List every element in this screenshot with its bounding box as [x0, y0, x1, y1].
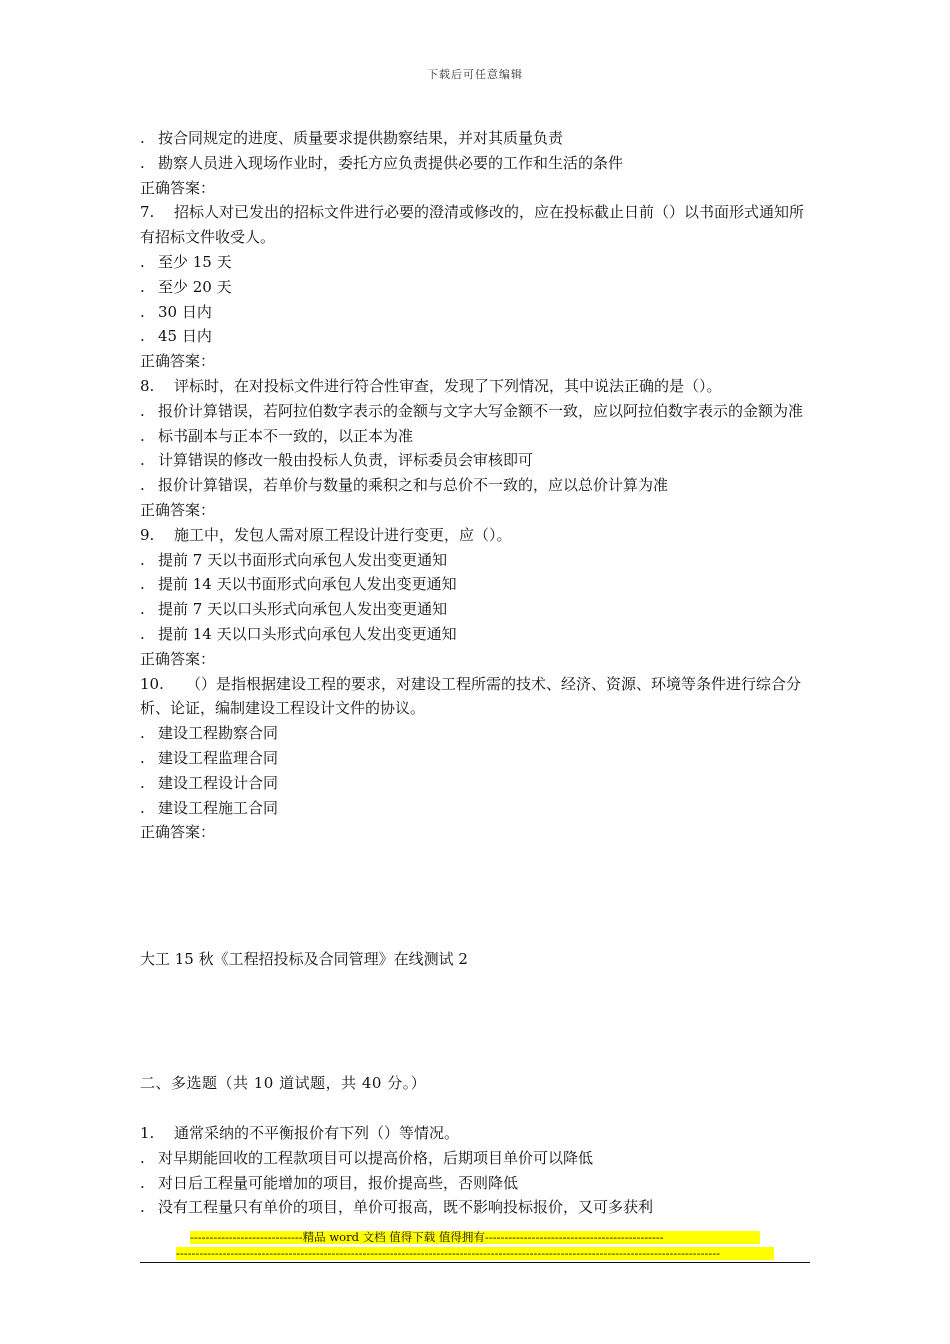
answer-option	[140, 771, 812, 796]
footer-dashes: --------------------------------------------------------------------------------------------------------------------------------------------	[176, 1247, 774, 1260]
answer-option	[140, 473, 812, 498]
option-bullet: .	[140, 1148, 145, 1167]
option-bullet: .	[140, 451, 145, 470]
option-text: 提前 7 天以书面形式向承包人发出变更通知	[158, 550, 448, 569]
option-bullet: .	[140, 798, 145, 817]
option-bullet: .	[140, 476, 145, 495]
question-text: 招标人对已发出的招标文件进行必要的澄清或修改的，应在投标截止日前（）以书面形式通知所有招标文件收受人。	[140, 203, 805, 247]
option-text: 建设工程施工合同	[158, 798, 279, 817]
option-bullet: .	[140, 129, 145, 147]
section-title: 大工 15 秋《工程招投标及合同管理》在线测试 2	[140, 950, 468, 968]
answer-label: 正确答案：	[140, 823, 216, 842]
footer-banner: -----------------------------精品 word 文档 值得下载 值得拥有----------------------------------------------	[190, 1231, 760, 1244]
answer-label: 正确答案：	[140, 352, 216, 371]
option-text: 建设工程勘察合同	[158, 724, 279, 743]
question-text: 通常采纳的不平衡报价有下列（）等情况。	[174, 1124, 460, 1142]
answer-option	[140, 424, 812, 449]
option-text: 45 日内	[158, 327, 212, 346]
option-bullet: .	[140, 600, 145, 619]
multiple-choice-heading: 二、多选题（共 10 道试题，共 40 分。）	[140, 1074, 427, 1092]
option-bullet: .	[140, 748, 145, 767]
question-number: 9.	[140, 525, 155, 544]
option-bullet: .	[140, 277, 145, 296]
option-text: 对早期能回收的工程款项目可以提高价格，后期项目单价可以降低	[158, 1148, 594, 1167]
option-bullet: .	[140, 724, 145, 743]
answer-option	[140, 548, 812, 573]
answer-option	[140, 250, 812, 275]
option-text: 提前 14 天以口头形式向承包人发出变更通知	[158, 624, 457, 643]
question-number: 7.	[140, 203, 155, 222]
answer-option	[140, 126, 812, 151]
option-bullet: .	[140, 327, 145, 346]
answer-option	[140, 597, 812, 622]
question-stem	[140, 523, 812, 548]
option-bullet: .	[140, 773, 145, 792]
question-block-multiple-choice	[140, 1121, 812, 1220]
answer-label: 正确答案：	[140, 500, 216, 519]
option-text: 30 日内	[158, 302, 212, 321]
question-text: 施工中，发包人需对原工程设计进行变更，应（）。	[174, 525, 512, 544]
option-bullet: .	[140, 624, 145, 643]
option-bullet: .	[140, 302, 145, 321]
option-bullet: .	[140, 401, 145, 420]
answer-option	[140, 1171, 812, 1196]
option-bullet: .	[140, 426, 145, 445]
answer-option	[140, 721, 812, 746]
option-bullet: .	[140, 550, 145, 569]
question-text: （）是指根据建设工程的要求，对建设工程所需的技术、经济、资源、环境等条件进行综合分析、论证，编制建设工程设计文件的协议。	[140, 674, 802, 718]
option-text: 标书副本与正本不一致的，以正本为准	[158, 426, 414, 445]
option-text: 对日后工程量可能增加的项目，报价提高些，否则降低	[158, 1173, 519, 1192]
question-stem	[140, 1121, 812, 1146]
option-text: 至少 20 天	[158, 277, 232, 296]
option-text: 按合同规定的进度、质量要求提供勘察结果，并对其质量负责	[158, 129, 564, 147]
option-text: 计算错误的修改一般由投标人负责，评标委员会审核即可	[158, 451, 534, 470]
option-text: 没有工程量只有单价的项目，单价可报高，既不影响投标报价，又可多获利	[158, 1198, 654, 1217]
option-bullet: .	[140, 153, 145, 172]
answer-option	[140, 448, 812, 473]
question-text: 评标时，在对投标文件进行符合性审查，发现了下列情况，其中说法正确的是（）。	[174, 376, 722, 395]
option-text: 报价计算错误，若单价与数量的乘积之和与总价不一致的，应以总价计算为准	[158, 476, 669, 495]
answer-label: 正确答案：	[140, 178, 216, 197]
option-text: 报价计算错误，若阿拉伯数字表示的金额与文字大写金额不一致，应以阿拉伯数字表示的金额为准	[158, 401, 804, 420]
question-stem	[140, 200, 812, 250]
option-bullet: .	[140, 252, 145, 271]
footer-rule	[140, 1262, 810, 1263]
option-bullet: .	[140, 1173, 145, 1192]
answer-label: 正确答案：	[140, 649, 216, 668]
option-text: 提前 14 天以书面形式向承包人发出变更通知	[158, 575, 457, 594]
option-bullet: .	[140, 1198, 145, 1217]
answer-option	[140, 399, 812, 424]
answer-option	[140, 1146, 812, 1171]
option-text: 提前 7 天以口头形式向承包人发出变更通知	[158, 600, 448, 619]
answer-option	[140, 572, 812, 597]
question-block-single-choice	[140, 126, 812, 845]
option-text: 建设工程监理合同	[158, 748, 279, 767]
answer-option	[140, 275, 812, 300]
option-text: 建设工程设计合同	[158, 773, 279, 792]
question-number: 1.	[140, 1124, 155, 1142]
answer-option	[140, 324, 812, 349]
question-stem	[140, 672, 812, 722]
option-text: 勘察人员进入现场作业时，委托方应负责提供必要的工作和生活的条件	[158, 153, 624, 172]
page-header: 下载后可任意编辑	[427, 68, 523, 81]
answer-option	[140, 746, 812, 771]
answer-option	[140, 151, 812, 176]
answer-option	[140, 1195, 812, 1220]
answer-option	[140, 300, 812, 325]
question-number: 8.	[140, 376, 155, 395]
question-stem	[140, 374, 812, 399]
question-number: 10.	[140, 674, 164, 693]
answer-option	[140, 796, 812, 821]
answer-option	[140, 622, 812, 647]
option-bullet: .	[140, 575, 145, 594]
option-text: 至少 15 天	[158, 252, 232, 271]
